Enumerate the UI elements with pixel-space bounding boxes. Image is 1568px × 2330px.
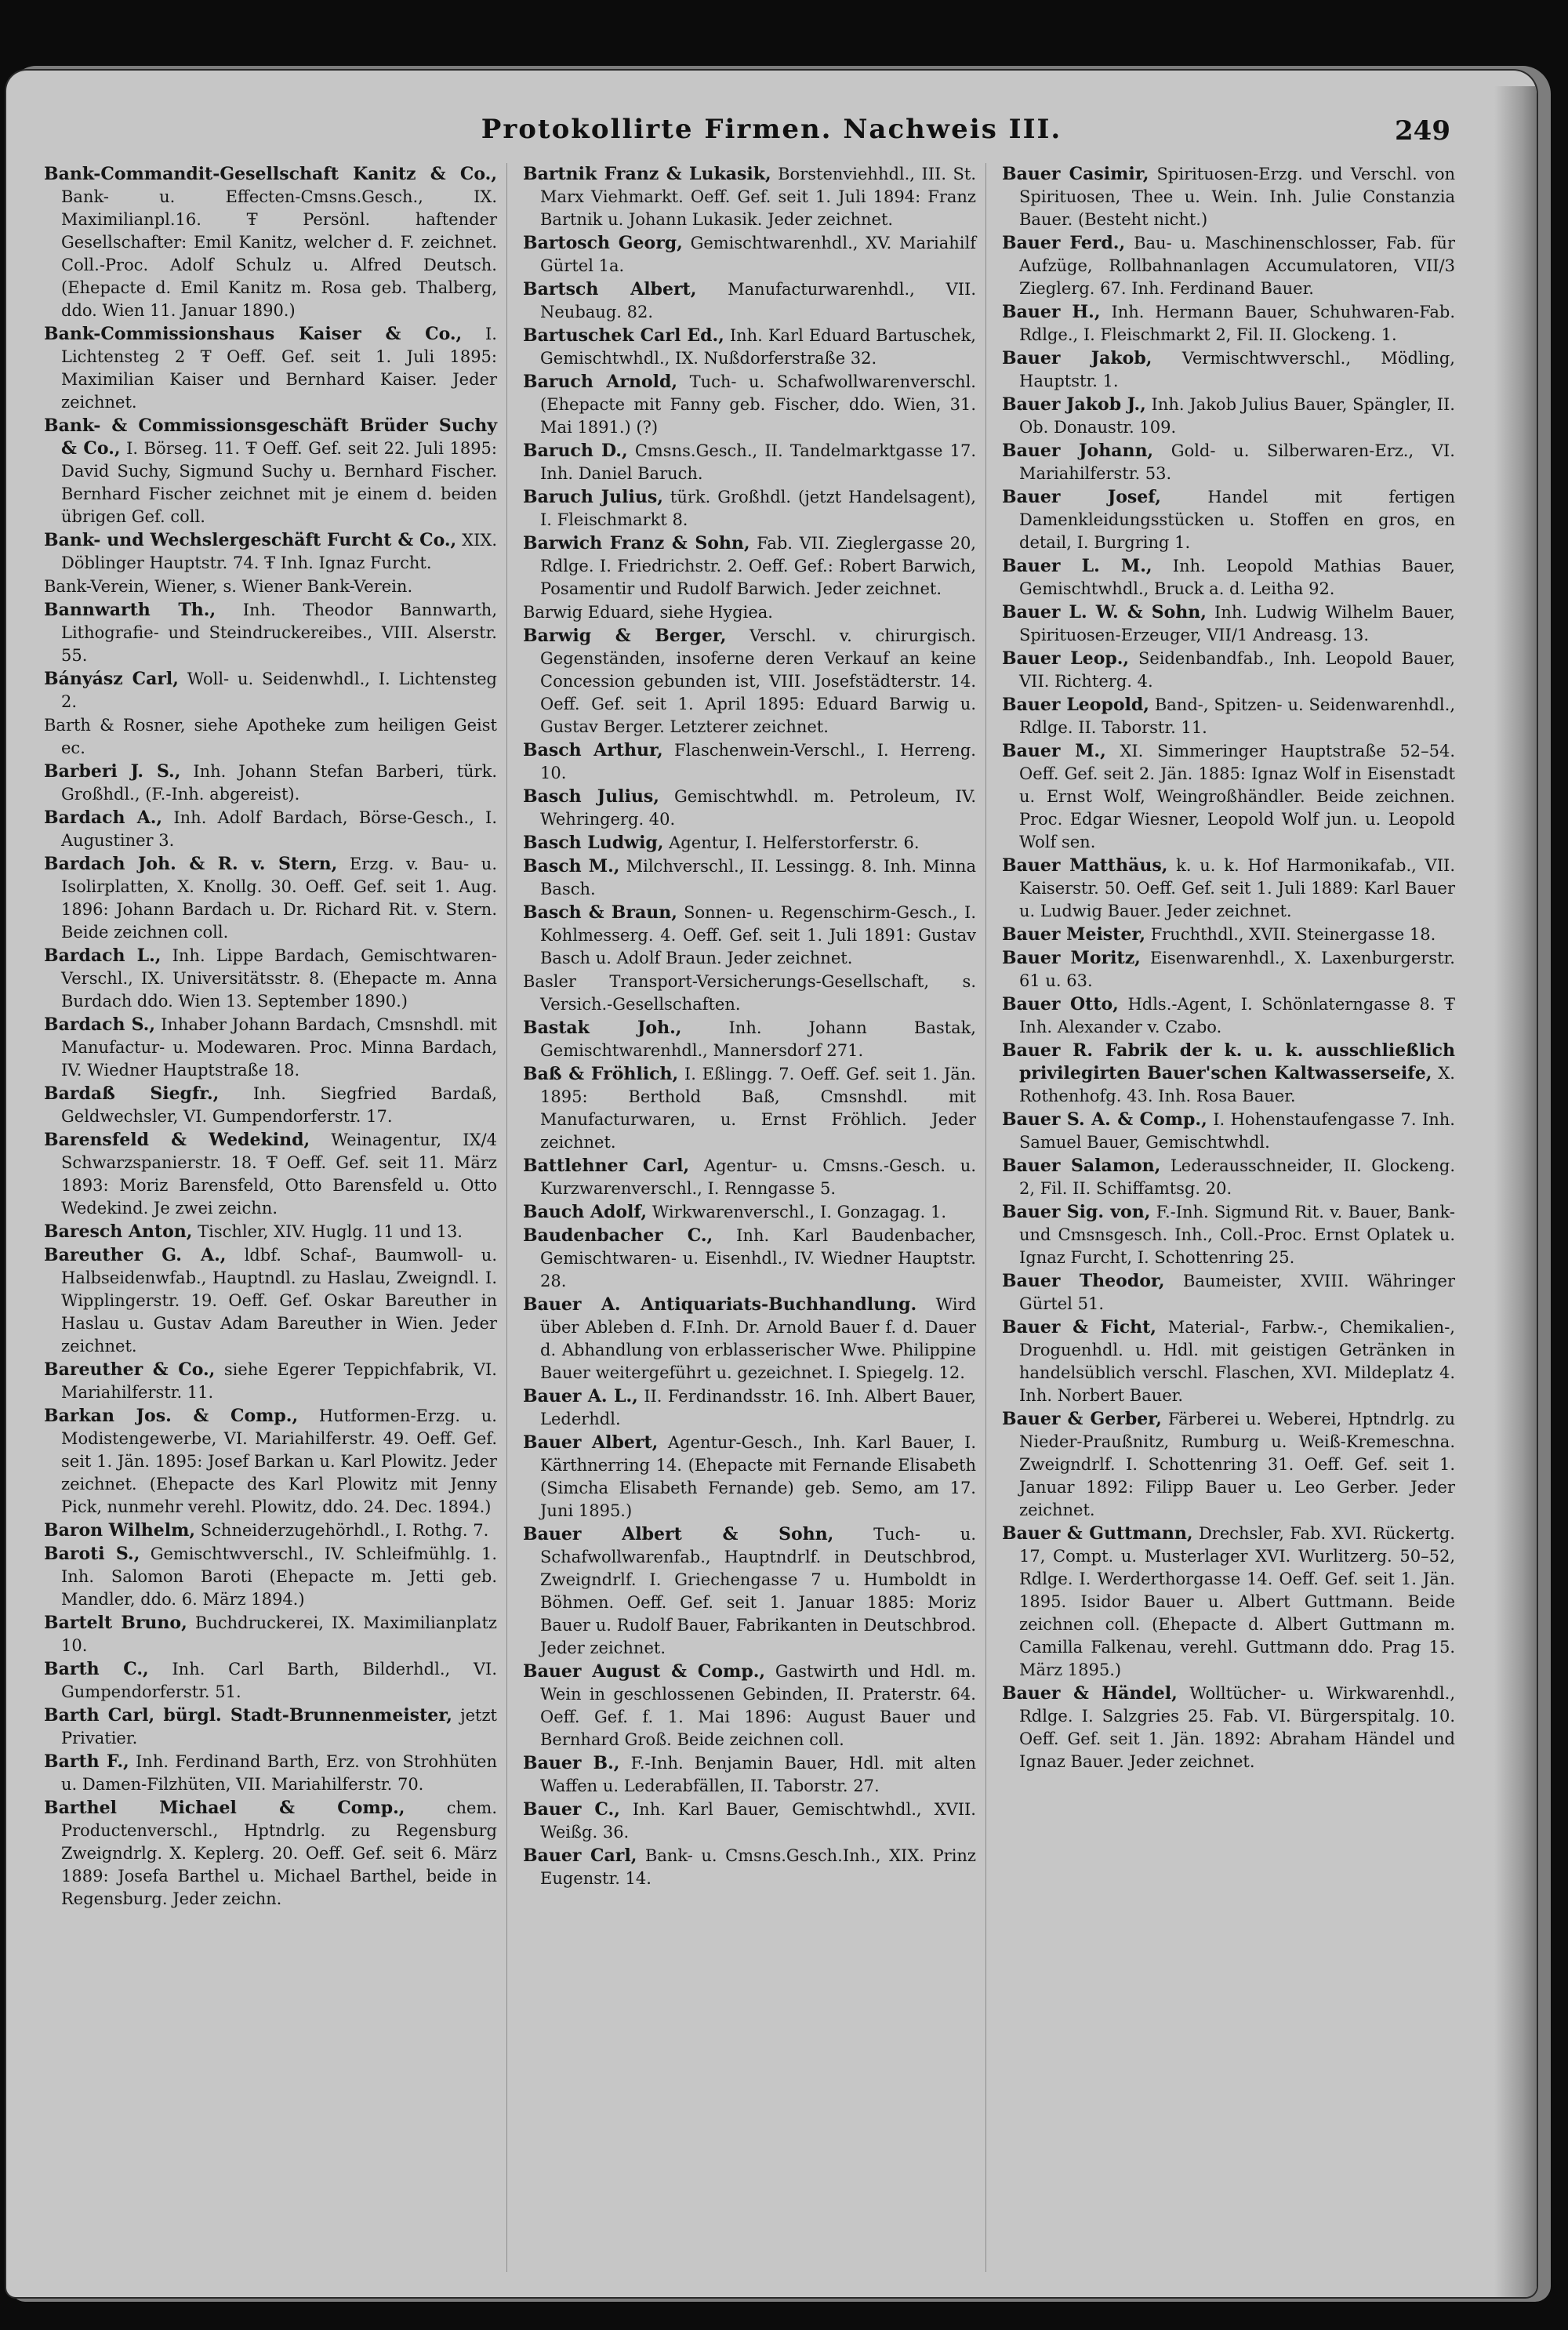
firm-name: Bauer Johann, — [1002, 441, 1154, 461]
firm-details: Inh. Karl Baudenbacher, Gemischtwaren- u. Eisenhdl., IV. Wiedner Hauptstr. 28. — [540, 1226, 977, 1290]
firm-name: Bastak Joh., — [523, 1018, 682, 1038]
firm-name: Bauer S. A. & Comp., — [1002, 1109, 1207, 1130]
firm-name: Basch Julius, — [523, 786, 659, 807]
firm-details: Cmsns.Gesch., II. Tandelmarktgasse 17. Inh. Daniel Baruch. — [540, 441, 976, 483]
firm-name: Bauer Jakob J., — [1002, 394, 1146, 415]
firm-details: Gemischtwverschl., IV. Schleifmühlg. 1. Inh. Salomon Baroti (Ehepacte m. Jetti geb. Mandler, ddo. 6. März 1894.) — [61, 1544, 497, 1609]
firm-name: Bauer Matthäus, — [1002, 855, 1168, 876]
firm-details: Baumeister, XVIII. Währinger Gürtel 51. — [1019, 1272, 1455, 1313]
firm-details: Bau- u. Maschinenschlosser, Fab. für Aufzüge, Rollbahnanlagen Accumulatoren, VII/3 Zieglerg. 67. Inh. Ferdinand Bauer. — [1019, 234, 1455, 298]
firm-name: Bauer Leopold, — [1002, 695, 1149, 715]
firm-details: Agentur- u. Cmsns.-Gesch. u. Kurzwarenverschl., I. Renngasse 5. — [540, 1156, 976, 1198]
firm-name: Barwich Franz & Sohn, — [523, 533, 750, 553]
directory-entry — [1002, 1316, 1455, 1407]
directory-entry — [44, 668, 497, 713]
firm-details: Inh. Johann Bastak, Gemischtwarenhdl., Mannersdorf 271. — [540, 1018, 976, 1060]
firm-details: Inh. Ferdinand Barth, Erz. von Strohhüten u. Damen-Filzhüten, VII. Mariahilferstr. 70. — [61, 1752, 498, 1794]
firm-details: Lederausschneider, II. Glockeng. 2, Fil. II. Schiffamtsg. 20. — [1019, 1156, 1455, 1198]
column-left — [44, 163, 507, 2272]
directory-entry — [44, 1543, 497, 1611]
firm-details: Bank- u. Cmsns.Gesch.Inh., XIX. Prinz Eugenstr. 14. — [540, 1846, 976, 1888]
directory-entry — [1002, 1040, 1455, 1108]
directory-entry — [1002, 440, 1455, 485]
firm-details: Agentur-Gesch., Inh. Karl Bauer, I. Kärthnerring 14. (Ehepacte mit Fernande Elisabeth (Simcha Elisabeth Fernande) geb. Semo, am 17. Juni 1895.) — [540, 1433, 976, 1520]
firm-name: Bartnik Franz & Lukasik, — [523, 164, 771, 184]
firm-details: Gemischtwarenhdl., XV. Mariahilf Gürtel 1a. — [540, 234, 976, 275]
firm-name: Bauer Albert & Sohn, — [523, 1524, 834, 1544]
directory-entry — [44, 323, 497, 414]
firm-details: I. Eßlingg. 7. Oeff. Gef. seit 1. Jän. 1895: Berthold Baß, Cmsnshdl. mit Manufacturwaren, u. Ernst Fröhlich. Jeder zeichnet. — [540, 1065, 976, 1152]
firm-details: F.-Inh. Sigmund Rit. v. Bauer, Bank- und Cmsnsgesch. Inh., Coll.-Proc. Ernst Oplatek u. Ignaz Furcht, I. Schottenring 25. — [1019, 1203, 1455, 1267]
firm-name: Barwig & Berger, — [523, 626, 727, 646]
firm-details: Gemischtwhdl. m. Petroleum, IV. Wehringerg. 40. — [540, 787, 976, 829]
firm-details: Tuch- u. Schafwollwarenfab., Hauptndrlf. in Deutschbrod, Zweigndrlf. I. Griechengasse 7 u. Humboldt in Böhmen. Oeff. Gef. seit 1. Januar 1885: Moriz Bauer u. Rudolf Bauer, Fabrikanten in Deutschbrod. Jeder zeichnet. — [540, 1525, 976, 1657]
directory-entry — [1002, 855, 1455, 923]
directory-entry — [1002, 694, 1455, 739]
directory-entry — [523, 1845, 976, 1890]
firm-details: Inh. Ludwig Wilhelm Bauer, Spirituosen-Erzeuger, VII/1 Andreasg. 13. — [1019, 603, 1455, 644]
firm-details: Drechsler, Fab. XVI. Rückertg. 17, Compt. u. Musterlager XVI. Wurlitzerg. 50–52, Rdlge. I. Werderthorgasse 14. Oeff. Gef. seit 1. Jän. 1895. Isidor Bauer u. Albert Guttmann. Beide zeichnen coll. (Ehepacte d. Albert Guttmann m. Camilla Falkenau, verehl. Guttmann ddo. Prag 15. März 1895.) — [1019, 1524, 1455, 1679]
directory-entry — [1002, 947, 1455, 993]
directory-entry — [1002, 1682, 1455, 1773]
directory-entry — [1002, 486, 1455, 554]
firm-details: I. Hohenstaufengasse 7. Inh. Samuel Bauer, Gemischtwhdl. — [1019, 1110, 1455, 1152]
firm-name: Barberi J. S., — [44, 761, 181, 782]
directory-entry — [523, 1063, 976, 1154]
firm-name: Bank-Commissionshaus Kaiser & Co., — [44, 324, 463, 344]
firm-details: Inh. Jakob Julius Bauer, Spängler, II. Ob. Donaustr. 109. — [1019, 395, 1455, 437]
firm-details: Färberei u. Weberei, Hptndrlg. zu Nieder-Praußnitz, Rumburg u. Weiß-Kremeschna. Zweigndrlf. I. Schottenring 31. Oeff. Gef. seit 1. Januar 1892: Filipp Bauer u. Leo Gerber. Jeder zeichnet. — [1019, 1410, 1455, 1519]
firm-details: Basler Transport-Versicherungs-Gesellschaft, s. Versich.-Gesellschaften. — [523, 972, 976, 1014]
firm-details: siehe Egerer Teppichfabrik, VI. Mariahilferstr. 11. — [61, 1360, 497, 1402]
firm-name: Bauer Josef, — [1002, 487, 1161, 507]
directory-entry — [523, 739, 976, 785]
firm-name: Bauer Otto, — [1002, 994, 1119, 1014]
directory-entry — [1002, 1270, 1455, 1316]
firm-name: Bauer Leop., — [1002, 648, 1130, 669]
firm-name: Bauer Theodor, — [1002, 1271, 1165, 1291]
firm-name: Basch Ludwig, — [523, 833, 664, 853]
firm-details: Vermischtwverschl., Mödling, Hauptstr. 1. — [1019, 349, 1455, 390]
firm-name: Barthel Michael & Comp., — [44, 1798, 405, 1818]
firm-details: Bank-Verein, Wiener, s. Wiener Bank-Verein. — [44, 577, 413, 596]
directory-entry — [523, 1017, 976, 1062]
directory-entry — [44, 945, 497, 1013]
directory-entry — [1002, 1408, 1455, 1522]
directory-entry — [1002, 163, 1455, 231]
firm-name: Baruch Arnold, — [523, 372, 678, 392]
firm-name: Bauer Casimir, — [1002, 164, 1149, 184]
column-middle — [523, 163, 986, 2272]
firm-details: Inh. Johann Stefan Barberi, türk. Großhdl., (F.-Inh. abgereist). — [61, 762, 497, 804]
page-title: Protokollirte Firmen. Nachweis III. — [481, 114, 1062, 145]
firm-name: Bardach A., — [44, 808, 163, 828]
directory-entry — [44, 1014, 497, 1082]
firm-details: Barth & Rosner, siehe Apotheke zum heiligen Geist ec. — [44, 716, 497, 757]
firm-details: Band-, Spitzen- u. Seidenwarenhdl., Rdlge. II. Taborstr. 11. — [1019, 695, 1455, 737]
directory-entry — [1002, 555, 1455, 601]
firm-details: Gastwirth und Hdl. m. Wein in geschlossenen Gebinden, II. Praterstr. 64. Oeff. Gef. f. 1. Mai 1896: August Bauer und Bernhard Groß. Beide zeichnen coll. — [540, 1662, 976, 1749]
firm-details: Erzg. v. Bau- u. Isolirplatten, X. Knollg. 30. Oeff. Gef. seit 1. Aug. 1896: Johann Bardach u. Dr. Richard Rit. v. Stern. Beide zeichnen coll. — [61, 855, 497, 942]
directory-entry — [44, 1519, 497, 1542]
directory-entry — [44, 1704, 497, 1750]
directory-entry — [44, 415, 497, 528]
firm-details: Flaschenwein-Verschl., I. Herreng. 10. — [540, 741, 976, 782]
directory-entry — [44, 575, 497, 598]
firm-details: Wird über Ableben d. F.Inh. Dr. Arnold Bauer f. d. Dauer d. Abhandlung von erblasserischer Wwe. Philippine Bauer weitergeführt u. gezeichnet. I. Spiegelg. 12. — [540, 1295, 976, 1382]
firm-details: Inh. Lippe Bardach, Gemischtwaren-Verschl., IX. Universitätsstr. 8. (Ehepacte m. Anna Burdach ddo. Wien 13. September 1890.) — [61, 946, 497, 1011]
firm-details: Sonnen- u. Regenschirm-Gesch., I. Kohlmesserg. 4. Oeff. Gef. seit 1. Juli 1891: Gustav Basch u. Adolf Braun. Jeder zeichnet. — [540, 903, 976, 967]
directory-entry — [44, 1129, 497, 1220]
firm-details: Material-, Farbw.-, Chemikalien-, Droguenhdl. u. Hdl. mit geistigen Getränken in handelsüblich verschl. Flaschen, XVI. Mildeplatz 4. Inh. Norbert Bauer. — [1019, 1318, 1455, 1405]
firm-details: Gold- u. Silberwaren-Erz., VI. Mariahilferstr. 53. — [1019, 441, 1455, 483]
firm-name: Bauer & Guttmann, — [1002, 1523, 1193, 1544]
firm-details: Inh. Hermann Bauer, Schuhwaren-Fab. Rdlge., I. Fleischmarkt 2, Fil. II. Glockeng. 1. — [1019, 303, 1455, 344]
directory-entry — [523, 902, 976, 970]
directory-entry — [44, 1658, 497, 1704]
firm-name: Bauer L. W. & Sohn, — [1002, 602, 1207, 622]
directory-entry — [523, 786, 976, 831]
firm-name: Bauer & Ficht, — [1002, 1317, 1156, 1337]
directory-entry — [523, 1385, 976, 1431]
firm-name: Bauer Ferd., — [1002, 233, 1126, 253]
directory-entry — [523, 971, 976, 1016]
firm-details: Borstenviehhdl., III. St. Marx Viehmarkt. Oeff. Gef. seit 1. Juli 1894: Franz Bartnik u. Johann Lukasik. Jeder zeichnet. — [540, 165, 976, 229]
firm-name: Baudenbacher C., — [523, 1225, 713, 1246]
directory-entry — [44, 599, 497, 667]
firm-name: Barkan Jos. & Comp., — [44, 1406, 299, 1426]
firm-name: Bauer & Händel, — [1002, 1683, 1178, 1704]
directory-entry — [523, 832, 976, 855]
firm-name: Baresch Anton, — [44, 1221, 193, 1242]
firm-details: Spirituosen-Erzg. und Verschl. von Spirituosen, Thee u. Wein. Inh. Julie Constanzia Bauer. (Besteht nicht.) — [1019, 165, 1455, 229]
directory-entry — [523, 1201, 976, 1224]
firm-details: türk. Großhdl. (jetzt Handelsagent), I. Fleischmarkt 8. — [540, 488, 976, 529]
firm-name: Barth C., — [44, 1659, 149, 1679]
firm-details: Inh. Karl Bauer, Gemischtwhdl., XVII. Weißg. 36. — [540, 1800, 976, 1842]
directory-entry — [44, 714, 497, 760]
firm-name: Bartosch Georg, — [523, 233, 683, 253]
directory-entry — [1002, 601, 1455, 647]
firm-name: Bauer L. M., — [1002, 556, 1152, 576]
firm-name: Bauer H., — [1002, 302, 1101, 322]
directory-entry — [1002, 1522, 1455, 1682]
firm-name: Baroti S., — [44, 1544, 140, 1564]
firm-details: Manufacturwarenhdl., VII. Neubaug. 82. — [540, 280, 976, 321]
firm-name: Bauer A. L., — [523, 1386, 638, 1406]
firm-details: Milchverschl., II. Lessingg. 8. Inh. Minna Basch. — [540, 857, 976, 898]
directory-entry — [523, 532, 976, 601]
firm-details: Barwig Eduard, siehe Hygiea. — [523, 603, 773, 622]
firm-name: Bardaß Siegfr., — [44, 1083, 220, 1104]
directory-entry — [44, 1244, 497, 1358]
directory-entry — [523, 601, 976, 624]
firm-name: Bauer Meister, — [1002, 924, 1145, 945]
directory-entry — [523, 1155, 976, 1200]
firm-name: Bauer & Gerber, — [1002, 1409, 1162, 1429]
firm-details: X. Rothenhofg. 43. Inh. Rosa Bauer. — [1019, 1064, 1455, 1105]
firm-name: Bauer M., — [1002, 741, 1106, 761]
directory-entry — [523, 1432, 976, 1522]
firm-name: Bartelt Bruno, — [44, 1613, 187, 1633]
firm-details: Tischler, XIV. Huglg. 11 und 13. — [198, 1222, 463, 1241]
directory-entry — [1002, 394, 1455, 439]
firm-name: Bauer Sig. von, — [1002, 1202, 1151, 1222]
firm-name: Bauer R. Fabrik der k. u. k. ausschließlich privilegirten Bauer'schen Kaltwasserseife, — [1002, 1040, 1455, 1083]
firm-name: Barth F., — [44, 1751, 129, 1772]
directory-entry — [523, 232, 976, 278]
directory-entry — [523, 371, 976, 439]
directory-entry — [44, 1797, 497, 1911]
firm-details: I. Lichtensteg 2 Ŧ Oeff. Gef. seit 1. Juli 1895: Maximilian Kaiser und Bernhard Kaiser. Jeder zeichnet. — [61, 325, 497, 412]
firm-details: I. Börseg. 11. Ŧ Oeff. Gef. seit 22. Juli 1895: David Suchy, Sigmund Suchy u. Bernhard Fischer. Bernhard Fischer zeichnet mit je einem d. beiden übrigen Gef. coll. — [61, 439, 497, 526]
firm-details: Schneiderzugehörhdl., I. Rothg. 7. — [200, 1521, 489, 1540]
firm-details: Verschl. v. chirurgisch. Gegenständen, insoferne deren Verkauf an keine Concession gebunden ist, VIII. Josefstädterstr. 14. Oeff. Gef. seit 1. April 1895: Eduard Barwig u. Gustav Berger. Letzterer zeichnet. — [540, 626, 976, 736]
firm-details: Woll- u. Seidenwhdl., I. Lichtensteg 2. — [61, 670, 497, 711]
firm-details: chem. Productenverschl., Hptndrlg. zu Regensburg Zweigndrlg. X. Keplerg. 20. Oeff. Gef. seit 6. März 1889: Josefa Barthel u. Michael Barthel, beide in Regensburg. Jeder zeichn. — [61, 1798, 497, 1908]
directory-entry — [523, 1225, 976, 1293]
directory-entry — [1002, 993, 1455, 1039]
directory-entry — [523, 1660, 976, 1751]
firm-details: Inhaber Johann Bardach, Cmsnshdl. mit Manufactur- u. Modewaren. Proc. Minna Bardach, IV. Wiedner Hauptstraße 18. — [61, 1015, 497, 1080]
firm-name: Bauer Moritz, — [1002, 948, 1141, 968]
directory-entry — [44, 1221, 497, 1243]
firm-name: Basch & Braun, — [523, 902, 677, 923]
directory-entry — [1002, 1201, 1455, 1269]
firm-name: Bauer August & Comp., — [523, 1661, 766, 1682]
directory-entry — [1002, 347, 1455, 393]
firm-details: Seidenbandfab., Inh. Leopold Bauer, VII. Richterg. 4. — [1019, 649, 1455, 691]
directory-entry — [1002, 1155, 1455, 1200]
directory-entry — [523, 278, 976, 324]
directory-entry — [1002, 301, 1455, 347]
directory-entry — [1002, 1109, 1455, 1154]
firm-name: Bauer A. Antiquariats-Buchhandlung. — [523, 1294, 917, 1315]
directory-entry — [44, 760, 497, 806]
directory-entry — [523, 625, 976, 739]
firm-details: Hdls.-Agent, I. Schönlaterngasse 8. Ŧ Inh. Alexander v. Czabo. — [1019, 995, 1455, 1036]
firm-name: Basch Arthur, — [523, 740, 663, 760]
firm-details: Inh. Siegfried Bardaß, Geldwechsler, VI. Gumpendorferstr. 17. — [61, 1084, 497, 1126]
firm-name: Bauer Salamon, — [1002, 1156, 1161, 1176]
firm-name: Bartsch Albert, — [523, 279, 697, 299]
firm-details: Weinagentur, IX/4 Schwarzspanierstr. 18. Ŧ Oeff. Gef. seit 11. März 1893: Moriz Barensfeld, Otto Barensfeld u. Otto Wedekind. Je zwei zeichn. — [61, 1131, 497, 1218]
directory-entry — [1002, 232, 1455, 300]
directory-entry — [523, 1523, 976, 1660]
firm-name: Baruch D., — [523, 441, 628, 461]
firm-details: Bank- u. Effecten-Cmsns.Gesch., IX. Maximilianpl.16. Ŧ Persönl. haftender Gesellschafter: Emil Kanitz, welcher d. F. zeichnet. Coll.-Proc. Adolf Schulz u. Alfred Deutsch. (Ehepacte d. Emil Kanitz m. Rosa geb. Thalberg, ddo. Wien 11. Januar 1890.) — [61, 187, 497, 320]
firm-details: II. Ferdinandsstr. 16. Inh. Albert Bauer, Lederhdl. — [540, 1387, 976, 1428]
directory-entry — [523, 1798, 976, 1844]
firm-name: Baß & Fröhlich, — [523, 1064, 679, 1084]
firm-details: Fab. VII. Zieglergasse 20, Rdlge. I. Friedrichstr. 2. Oeff. Gef.: Robert Barwich, Posamentir und Rudolf Barwich. Jeder zeichnet. — [540, 534, 976, 598]
firm-details: Inh. Karl Eduard Bartuschek, Gemischtwhdl., IX. Nußdorferstraße 32. — [540, 326, 976, 368]
firm-name: Bauer Carl, — [523, 1845, 637, 1866]
firm-name: Bauer Albert, — [523, 1432, 659, 1453]
firm-details: Inh. Adolf Bardach, Börse-Gesch., I. Augustiner 3. — [61, 808, 497, 850]
firm-details: Hutformen-Erzg. u. Modistengewerbe, VI. Mariahilferstr. 49. Oeff. Gef. seit 1. Jän. 1895: Josef Barkan u. Karl Plowitz. Jeder zeichnet. (Ehepacte des Karl Plowitz mit Jenny Pick, nunmehr verehl. Plowitz, ddo. 24. Dec. 1894.) — [61, 1406, 497, 1516]
directory-entry — [523, 163, 976, 231]
directory-entry — [1002, 648, 1455, 693]
text-columns — [44, 163, 1455, 2272]
directory-entry — [1002, 740, 1455, 854]
firm-name: Bank- und Wechslergeschäft Furcht & Co., — [44, 530, 457, 550]
directory-entry — [523, 325, 976, 370]
directory-entry — [44, 853, 497, 944]
firm-details: XI. Simmeringer Hauptstraße 52–54. Oeff. Gef. seit 2. Jän. 1885: Ignaz Wolf in Eisenstadt u. Ernst Wolf, Weingroßhändler. Beide zeichnen. Proc. Edgar Wiesner, Leopold Wolf jun. u. Leopold Wolf sen. — [1019, 742, 1455, 851]
firm-name: Bareuther G. A., — [44, 1245, 227, 1265]
firm-name: Bauer C., — [523, 1799, 620, 1820]
firm-details: Wirkwarenverschl., I. Gonzagag. 1. — [652, 1203, 947, 1221]
directory-entry — [44, 1612, 497, 1657]
directory-entry — [44, 529, 497, 575]
directory-entry — [44, 807, 497, 852]
firm-name: Baron Wilhelm, — [44, 1520, 196, 1541]
directory-entry — [1002, 924, 1455, 946]
firm-name: Baruch Julius, — [523, 487, 663, 507]
firm-name: Bartuschek Carl Ed., — [523, 325, 724, 346]
firm-details: Inh. Theodor Bannwarth, Lithografie- und Steindruckereibes., VIII. Alserstr. 55. — [61, 601, 497, 665]
directory-entry — [523, 440, 976, 485]
page-header — [6, 114, 1537, 161]
firm-name: Bardach S., — [44, 1014, 156, 1035]
firm-name: Bardach L., — [44, 945, 162, 966]
firm-name: Battlehner Carl, — [523, 1156, 690, 1176]
directory-entry — [44, 1751, 497, 1796]
firm-details: XIX. Döblinger Hauptstr. 74. Ŧ Inh. Ignaz Furcht. — [61, 531, 497, 572]
directory-entry — [523, 1294, 976, 1385]
column-right — [1002, 163, 1455, 2272]
firm-name: Basch M., — [523, 856, 620, 876]
firm-details: Buchdruckerei, IX. Maximilianplatz 10. — [61, 1613, 497, 1655]
firm-name: Bauch Adolf, — [523, 1202, 648, 1222]
firm-name: Bauer Jakob, — [1002, 348, 1152, 368]
directory-entry — [523, 855, 976, 901]
firm-details: Handel mit fertigen Damenkleidungsstücken u. Stoffen en gros, en detail, I. Burgring 1. — [1019, 488, 1455, 552]
firm-details: k. u. k. Hof Harmonikafab., VII. Kaiserstr. 50. Oeff. Gef. seit 1. Juli 1889: Karl Bauer u. Ludwig Bauer. Jeder zeichnet. — [1019, 856, 1455, 920]
firm-details: Eisenwarenhdl., X. Laxenburgerstr. 61 u. 63. — [1019, 949, 1455, 990]
directory-entry — [44, 163, 497, 322]
firm-details: F.-Inh. Benjamin Bauer, Hdl. mit alten Waffen u. Lederabfällen, II. Taborstr. 27. — [540, 1754, 976, 1795]
firm-name: Bank-Commandit-Gesellschaft Kanitz & Co., — [44, 164, 497, 184]
firm-name: Bányász Carl, — [44, 669, 179, 689]
firm-name: Bank- & Commissionsgeschäft Brüder Suchy & Co., — [44, 416, 497, 459]
firm-name: Bauer B., — [523, 1753, 620, 1773]
page-number: 249 — [1395, 115, 1450, 147]
firm-name: Barensfeld & Wedekind, — [44, 1130, 310, 1150]
firm-name: Barth Carl, bürgl. Stadt-Brunnenmeister, — [44, 1705, 452, 1726]
firm-details: Wolltücher- u. Wirkwarenhdl., Rdlge. I. Salzgries 25. Fab. VI. Bürgerspitalg. 10. Oeff. Gef. seit 1. Jän. 1892: Abraham Händel und Ignaz Bauer. Jeder zeichnet. — [1019, 1684, 1455, 1771]
directory-page — [6, 71, 1537, 2297]
firm-details: ldbf. Schaf-, Baumwoll- u. Halbseidenwfab., Hauptndl. zu Haslau, Zweigndl. I. Wipplingerstr. 19. Oeff. Gef. Oskar Bareuther in Haslau u. Gustav Adam Bareuther in Wien. Jeder zeichnet. — [61, 1246, 497, 1356]
firm-details: Inh. Leopold Mathias Bauer, Gemischtwhdl., Bruck a. d. Leitha 92. — [1019, 557, 1455, 598]
directory-entry — [44, 1083, 497, 1128]
firm-name: Bareuther & Co., — [44, 1359, 216, 1380]
directory-entry — [44, 1405, 497, 1519]
firm-details: jetzt Privatier. — [61, 1706, 497, 1748]
firm-details: Tuch- u. Schafwollwarenverschl. (Ehepacte mit Fanny geb. Fischer, ddo. Wien, 31. Mai 1891.) (?) — [540, 372, 976, 437]
directory-entry — [523, 1752, 976, 1798]
directory-entry — [44, 1359, 497, 1404]
firm-details: Agentur, I. Helferstorferstr. 6. — [669, 833, 920, 852]
firm-details: Inh. Carl Barth, Bilderhdl., VI. Gumpendorferstr. 51. — [61, 1660, 497, 1701]
firm-name: Bardach Joh. & R. v. Stern, — [44, 854, 338, 874]
firm-details: Fruchthdl., XVII. Steinergasse 18. — [1150, 925, 1436, 944]
directory-entry — [523, 486, 976, 532]
firm-name: Bannwarth Th., — [44, 600, 216, 620]
